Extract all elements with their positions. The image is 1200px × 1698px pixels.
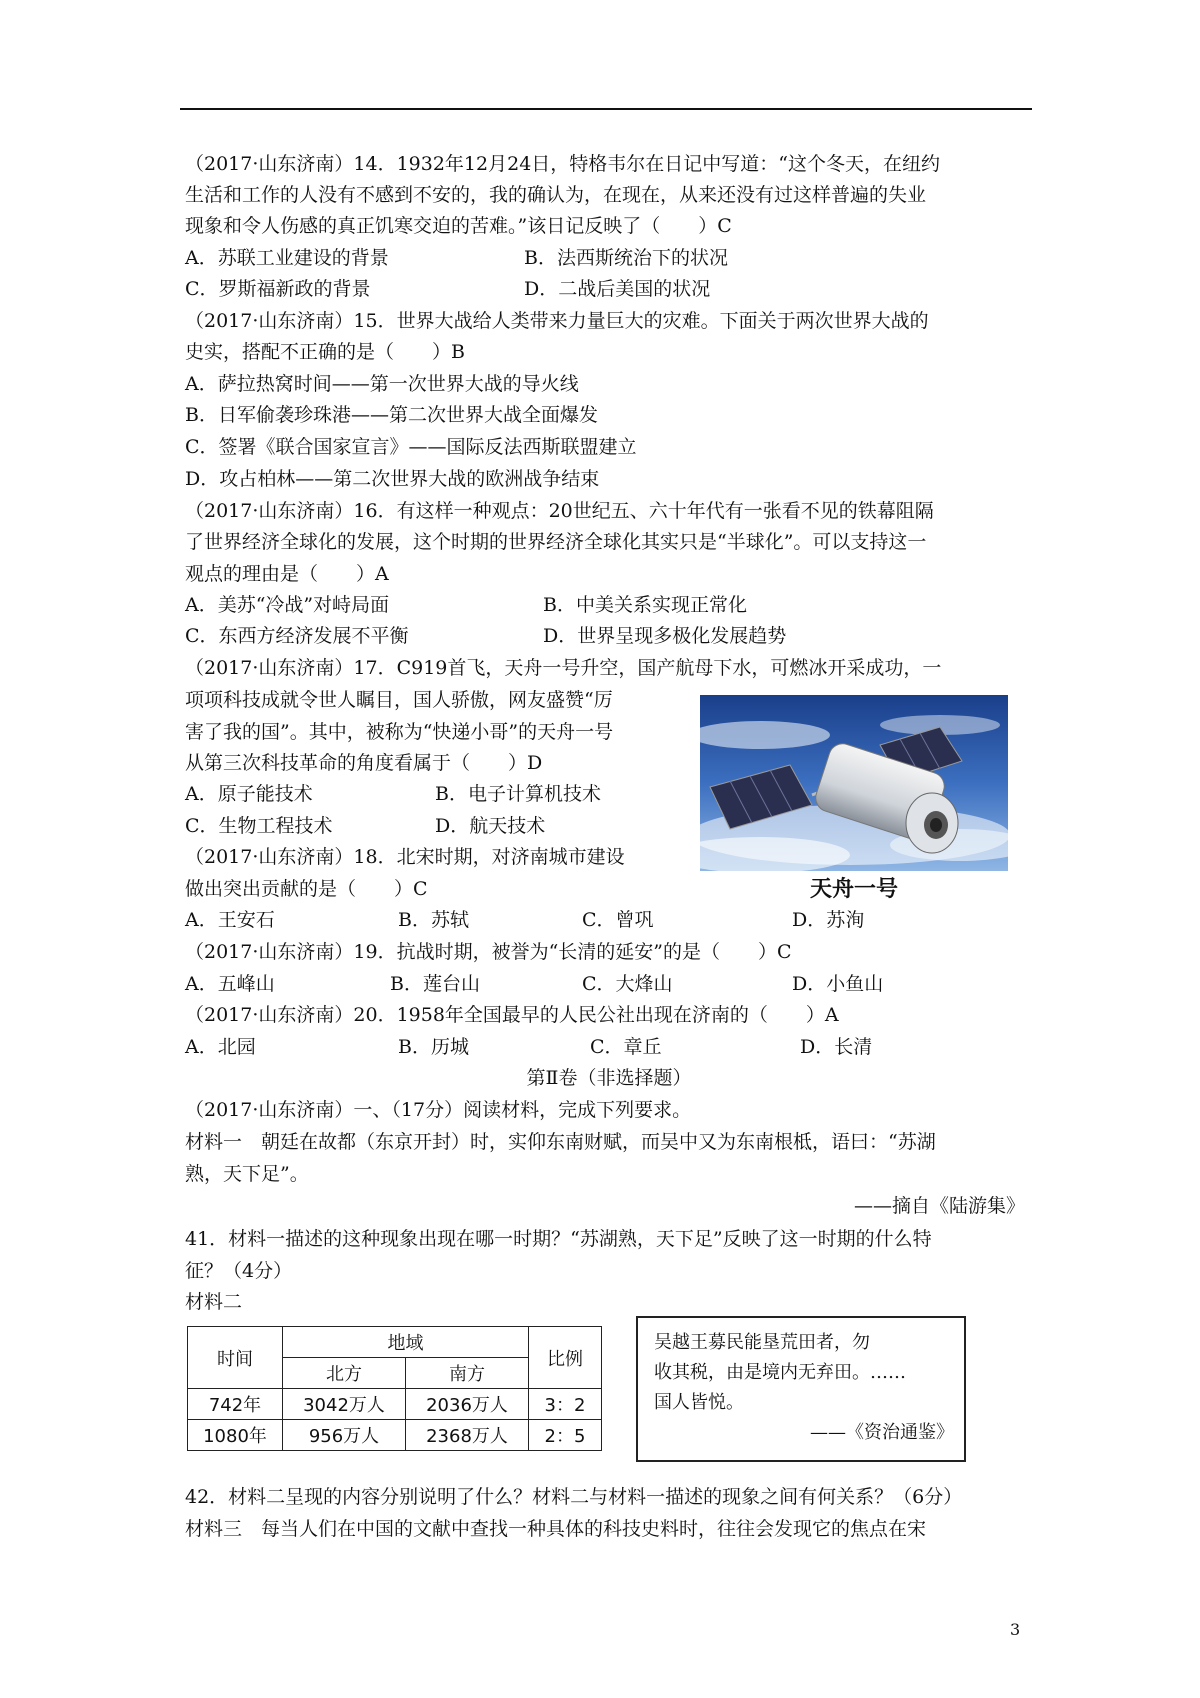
quote-source: ——《资治通鉴》 — [810, 1422, 954, 1443]
q17-line-4: 从第三次科技革命的角度看属于（ ）D — [185, 752, 543, 774]
q17-line-3: 害了我的国”。其中，被称为“快递小哥”的天舟一号 — [185, 721, 614, 743]
q20-option-b: B．历城 — [398, 1036, 469, 1058]
q14-line-1: （2017·山东济南）14．1932年12月24日，特格韦尔在日记中写道：“这个冬天，在纽约 — [185, 153, 940, 175]
q14-option-b: B．法西斯统治下的状况 — [524, 247, 728, 269]
table-cell-north: 956万人 — [283, 1420, 406, 1451]
population-table — [187, 1326, 602, 1451]
q15-line-2: 史实，搭配不正确的是（ ）B — [185, 341, 465, 363]
q16-option-a: A．美苏“冷战”对峙局面 — [185, 594, 390, 616]
q17-option-a: A．原子能技术 — [185, 783, 313, 805]
q14-line-3: 现象和令人伤感的真正饥寒交迫的苦难。”该日记反映了（ ）C — [185, 215, 732, 237]
q16-line-3: 观点的理由是（ ）A — [185, 563, 389, 585]
table-header-south: 南方 — [406, 1358, 529, 1389]
table-cell-south: 2368万人 — [406, 1420, 529, 1451]
q18-line-2: 做出突出贡献的是（ ）C — [185, 878, 428, 900]
table-header-ratio: 比例 — [529, 1327, 602, 1389]
q19-option-a: A．五峰山 — [185, 973, 275, 995]
q19-line-1: （2017·山东济南）19．抗战时期，被誉为“长清的延安”的是（ ）C — [185, 941, 792, 963]
q16-option-d: D．世界呈现多极化发展趋势 — [543, 625, 787, 647]
table-cell-ratio: 2：5 — [529, 1420, 602, 1451]
table-header-region: 地域 — [283, 1327, 529, 1358]
table-cell-south: 2036万人 — [406, 1389, 529, 1420]
tianzhou-spacecraft-image — [700, 695, 1008, 871]
q15-option-d: D．攻占柏林——第二次世界大战的欧洲战争结束 — [185, 468, 600, 490]
quote-line-2: 收其税，由是境内无弃田。…… — [654, 1362, 906, 1383]
q18-option-a: A．王安石 — [185, 909, 275, 931]
table-header-north: 北方 — [283, 1358, 406, 1389]
q16-line-1: （2017·山东济南）16．有这样一种观点：20世纪五、六十年代有一张看不见的铁幕阻隔 — [185, 500, 934, 522]
q15-option-a: A．萨拉热窝时间——第一次世界大战的导火线 — [185, 373, 579, 395]
table-cell-ratio: 3：2 — [529, 1389, 602, 1420]
part1-intro: （2017·山东济南）一、（17分）阅读材料，完成下列要求。 — [185, 1099, 692, 1121]
q19-option-b: B．莲台山 — [390, 973, 480, 995]
q20-line-1: （2017·山东济南）20．1958年全国最早的人民公社出现在济南的（ ）A — [185, 1004, 839, 1026]
table-cell-time: 742年 — [188, 1389, 283, 1420]
q14-option-d: D．二战后美国的状况 — [524, 278, 711, 300]
section-title: 第Ⅱ卷（非选择题） — [526, 1067, 692, 1089]
q17-line-2: 项项科技成就令世人瞩目，国人骄傲，网友盛赞“厉 — [185, 689, 613, 711]
q14-option-c: C．罗斯福新政的背景 — [185, 278, 371, 300]
table-cell-north: 3042万人 — [283, 1389, 406, 1420]
q41-line-1: 41．材料一描述的这种现象出现在哪一时期？“苏湖熟，天下足”反映了这一时期的什么特 — [185, 1228, 932, 1250]
q15-option-b: B．日军偷袭珍珠港——第二次世界大战全面爆发 — [185, 404, 598, 426]
material-1-line-1: 材料一 朝廷在故都（东京开封）时，实仰东南财赋，而吴中又为东南根柢，语曰：“苏湖 — [185, 1131, 936, 1153]
q19-option-d: D．小鱼山 — [792, 973, 884, 995]
q15-line-1: （2017·山东济南）15．世界大战给人类带来力量巨大的灾难。下面关于两次世界大战的 — [185, 310, 929, 332]
q16-option-c: C．东西方经济发展不平衡 — [185, 625, 409, 647]
q17-option-d: D．航天技术 — [435, 815, 546, 837]
q14-option-a: A．苏联工业建设的背景 — [185, 247, 389, 269]
q18-line-1: （2017·山东济南）18．北宋时期，对济南城市建设 — [185, 846, 625, 868]
table-cell-time: 1080年 — [188, 1420, 283, 1451]
material-3-line-1: 材料三 每当人们在中国的文献中查找一种具体的科技史料时，往往会发现它的焦点在宋 — [185, 1518, 927, 1540]
q18-option-b: B．苏轼 — [398, 909, 469, 931]
q16-line-2: 了世界经济全球化的发展，这个时期的世界经济全球化其实只是“半球化”。可以支持这一 — [185, 531, 927, 553]
material-2-label: 材料二 — [185, 1291, 243, 1313]
table-header-time: 时间 — [188, 1327, 283, 1389]
q18-option-d: D．苏洵 — [792, 909, 865, 931]
q17-option-b: B．电子计算机技术 — [435, 783, 601, 805]
q42-line-1: 42．材料二呈现的内容分别说明了什么？材料二与材料一描述的现象之间有何关系？（6分） — [185, 1486, 963, 1508]
q15-option-c: C．签署《联合国家宣言》——国际反法西斯联盟建立 — [185, 436, 637, 458]
header-rule — [180, 108, 1032, 110]
q19-option-c: C．大烽山 — [582, 973, 673, 995]
q18-option-c: C．曾巩 — [582, 909, 654, 931]
q41-line-2: 征？（4分） — [185, 1260, 293, 1282]
table-row — [188, 1389, 602, 1420]
q17-option-c: C．生物工程技术 — [185, 815, 333, 837]
material-1-source: ——摘自《陆游集》 — [853, 1195, 1025, 1217]
q20-option-a: A．北园 — [185, 1036, 256, 1058]
image-caption: 天舟一号 — [809, 877, 898, 902]
page-number: 3 — [1010, 1620, 1021, 1639]
quote-line-1: 吴越王募民能垦荒田者，勿 — [654, 1332, 870, 1353]
q17-line-1: （2017·山东济南）17．C919首飞，天舟一号升空，国产航母下水，可燃冰开采成功，一 — [185, 657, 942, 679]
quote-box — [636, 1316, 966, 1462]
q14-line-2: 生活和工作的人没有不感到不安的，我的确认为，在现在，从来还没有过这样普遍的失业 — [185, 184, 927, 206]
table-row — [188, 1420, 602, 1451]
material-1-line-2: 熟，天下足”。 — [185, 1163, 309, 1185]
q20-option-d: D．长清 — [800, 1036, 873, 1058]
q16-option-b: B．中美关系实现正常化 — [543, 594, 747, 616]
q20-option-c: C．章丘 — [590, 1036, 662, 1058]
quote-line-3: 国人皆悦。 — [654, 1392, 744, 1413]
